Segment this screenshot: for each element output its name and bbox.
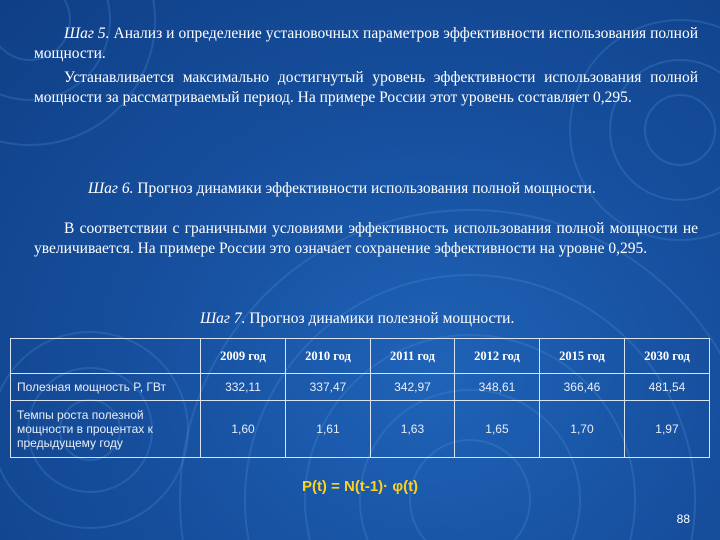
formula: P(t) = N(t-1)· φ(t) (301, 478, 419, 495)
step7-title (200, 309, 514, 329)
table-cell: 337,47 (285, 374, 370, 401)
table-header-cell: 2012 год (454, 339, 539, 374)
table-cell: 1,63 (370, 401, 454, 458)
step5-title-text: Анализ и определение установочных параметров эффективности использования полной мощности. (34, 25, 699, 62)
forecast-table (10, 338, 710, 458)
page-number: 88 (676, 512, 690, 526)
table-cell: 1,70 (539, 401, 624, 458)
table-cell: 1,60 (201, 401, 286, 458)
table-cell: 1,97 (624, 401, 709, 458)
table-header-cell: 2015 год (539, 339, 624, 374)
table-cell: 1,61 (285, 401, 370, 458)
step6-body: В соответствии с граничными условиями эффективность использования полной мощности не увеличивается. На примере России это означает сохранение эффективности на уровне 0,295. (34, 220, 698, 257)
step5-label: Шаг 5. (64, 25, 110, 42)
step6-title-text: Прогноз динамики эффективности использования полной мощности. (137, 180, 596, 197)
step7-title-text: Прогноз динамики полезной мощности. (249, 310, 515, 327)
table-cell: 332,11 (201, 374, 286, 401)
step5-body: Устанавливается максимально достигнутый уровень эффективности использования полной мощности за рассматриваемый период. На примере России этот уровень составляет 0,295. (34, 69, 698, 106)
table-cell: 342,97 (370, 374, 454, 401)
step5-title (34, 24, 698, 64)
table-row-label: Полезная мощность P, ГВт (11, 374, 201, 401)
table-cell: 1,65 (454, 401, 539, 458)
table-header-cell: 2030 год (624, 339, 709, 374)
table-row (11, 374, 710, 401)
table-header-cell: 2011 год (370, 339, 454, 374)
step6-label: Шаг 6. (88, 180, 134, 197)
table-row-label: Темпы роста полезной мощности в процентах к предыдущему году (11, 401, 201, 458)
table-row (11, 401, 710, 458)
table-header-row (11, 339, 710, 374)
table-header-cell: 2010 год (285, 339, 370, 374)
step6-title (88, 179, 596, 199)
step7-label: Шаг 7. (200, 310, 246, 327)
table-cell: 348,61 (454, 374, 539, 401)
table-header-cell (11, 339, 201, 374)
table-cell: 481,54 (624, 374, 709, 401)
table-cell: 366,46 (539, 374, 624, 401)
table-header-cell: 2009 год (201, 339, 286, 374)
